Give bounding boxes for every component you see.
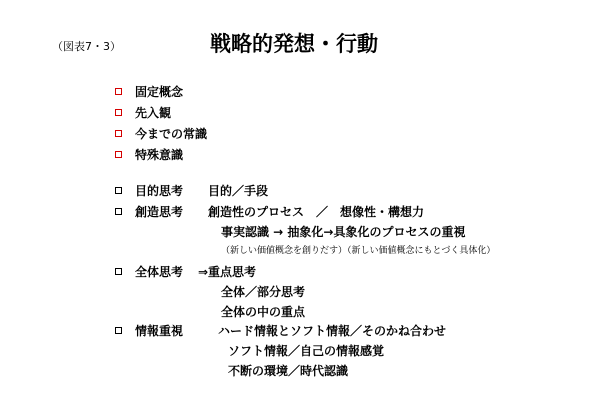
figure-label: （図表7・3）	[52, 40, 121, 53]
heading-creative-thinking: 創造思考	[135, 205, 184, 219]
item-special-awareness: 特殊意識	[135, 148, 184, 162]
whole-sub-line-1: 全体／部分思考	[221, 285, 306, 299]
checkbox-info	[115, 327, 122, 334]
detail-purpose: 目的／手段	[208, 184, 269, 198]
creative-process-note: （新しい価値概念を創りだす）（新しい価値概念にもとづく具体化）	[221, 246, 496, 256]
item-preconception: 先入観	[135, 106, 172, 120]
whole-sub-line-2: 全体の中の重点	[221, 305, 306, 319]
checkbox-purpose	[115, 187, 122, 194]
heading-purpose-thinking: 目的思考	[135, 184, 184, 198]
heading-info-emphasis: 情報重視	[135, 324, 184, 338]
info-sub-line-2: 不断の環境／時代認識	[228, 364, 349, 378]
checkbox-common-sense	[115, 130, 122, 137]
checkbox-special-awareness	[115, 151, 122, 158]
detail-whole: ⇒重点思考	[198, 265, 257, 279]
checkbox-fixed-concept	[115, 88, 122, 95]
checkbox-preconception	[115, 109, 122, 116]
item-common-sense: 今までの常識	[135, 127, 208, 141]
info-sub-line-1: ソフト情報／自己の情報感覚	[228, 344, 385, 358]
checkbox-creative	[115, 208, 122, 215]
page-title: 戦略的発想・行動	[210, 32, 378, 56]
item-fixed-concept: 固定概念	[135, 85, 184, 99]
detail-info: ハード情報とソフト情報／そのかね合わせ	[218, 324, 447, 338]
checkbox-whole	[115, 268, 122, 275]
heading-whole-thinking: 全体思考	[135, 265, 184, 279]
creative-process-line: 事実認識 → 抽象化→具象化のプロセスの重視	[221, 225, 466, 239]
detail-creative: 創造性のプロセス ／ 想像性・構想力	[208, 205, 425, 219]
